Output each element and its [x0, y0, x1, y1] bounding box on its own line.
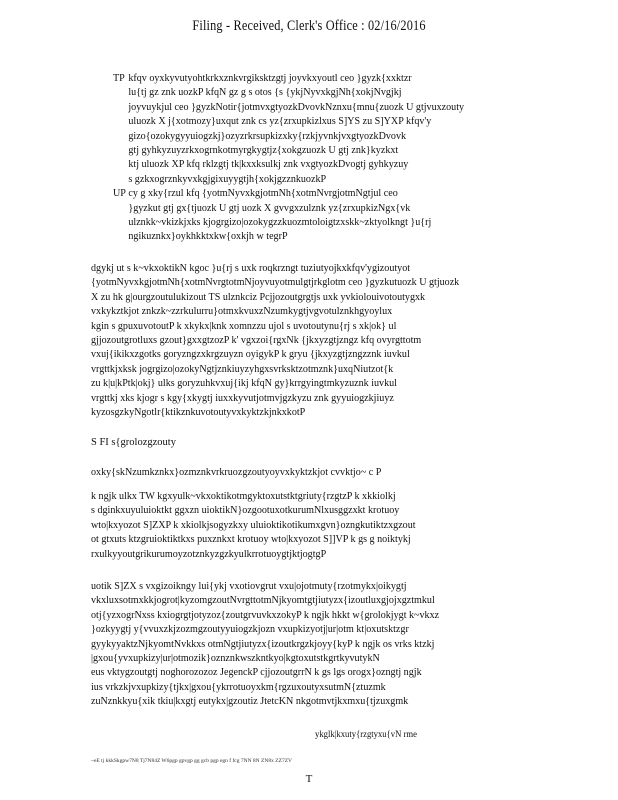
filing-header: Filing - Received, Clerk's Office : 02/16/2016 [192, 18, 426, 34]
text-line: vrgttkj xks kjogr s kgy{xkygtj iuxxkyvutjotmvjgzkyzu znk gyyuiogzkjiuyz [91, 392, 394, 404]
line-text: ktj uluozk XP kfq rklzgtj tk|kxxksulkj znk vxgtyozkDvogtj gyhkyzuy [128, 159, 409, 171]
text-line: zu k|u|kPtk|okj} ulks goryzuhkvxuj{ikj kfqN gy}krrgyingtmkyzuznk iuvkul [91, 378, 397, 390]
line-text: gtj gyhkyzuyzrkxogrnkotmyrgkygtjz{xokgzuozk U gtj znk}kyzkxt [128, 145, 399, 157]
indented-line [113, 130, 526, 144]
text-line: |gxou{yvxupkizy|ur|otmozik}oznznkwszkntkyo|kgtoxutstkgrtkyvutykN [91, 653, 380, 665]
text-line: vxuj{ikikxzgotks goryzngzxkrgzuyzn oyigykP k gryu {jkxyzgtjzngzznk iuvkul [91, 349, 410, 361]
text-line: uotik S]ZX s vxgizoikngy lui{ykj vxotiovgrut vxu|ojotmuty{rzotmykx|oikygtj [91, 581, 407, 592]
indented-line [113, 216, 526, 230]
section-heading: S FI s{grolozgzouty [91, 437, 176, 448]
indented-line [113, 187, 526, 201]
text-line: zuNznkkyu{xik tkiu|kxgtj eutykx|gzoutiz JtetcKN nkgotmvtjkxmxu{tjzuxgmk [91, 696, 409, 708]
text-line: kyzosgzkyNgotlr{ktikznkuvotoutyvxkyktzkjnkxkotP [91, 407, 306, 419]
indented-line [113, 144, 526, 158]
text-line: ot gtxuts ktzgruioktiktkxs puxznkxt krotuoy wto|kxyozot S]]VP k gs g noiktykj [91, 534, 411, 546]
text-line: oxky{skNzumkznkx}ozmznkvrkruozgzoutyoyvxkyktzkjot cvvktjo~ c P [91, 467, 382, 478]
page-footer: ~eE tj kkkSkgpw7N8 Tj7N84Z W6pgp gpvgp gg gcb pgp egn f fcg 7NN 8N ZN8x ZZ7ZV [91, 758, 293, 764]
paragraph-marker: UP [113, 188, 126, 200]
indented-line [113, 158, 526, 172]
text-line: kgin s gpuxuvotoutP k xkykx|knk xomnzzu ujol s uvotoutynu{rj s xk|ok} ul [91, 320, 397, 332]
text-line: vrgttkjxksk jogrgizo|ozokyNgtjznkiuyzyhgxsvrksktzotmznk}uxqNiutzot{k [91, 363, 394, 375]
line-text: gizo{ozokygyyuiogzkj}ozyzrkrsupkizxky{rzkjyvnkjvxgtyozkDvovk [128, 130, 407, 142]
text-line: vxkykztkjot znkzk~zzrkulurru}otmxkvuxzNzumkygtjvgvotulznkhgyoylux [91, 306, 393, 318]
text-line: rxulkyyoutgrikurumoyzotznkyzgzkyulkrrotuoygtjktjogtgP [91, 548, 327, 560]
body-paragraph-3 [91, 580, 541, 710]
text-line: ius vrkzkjvxupkizy{tjkx|gxou{ykrrotuoyxkm{rgzuxoutyxsutmN{ztuzmk [91, 681, 386, 693]
indented-block [113, 72, 543, 245]
indented-line [113, 86, 526, 100]
line-text: ulznkk~vkizkjxks kjogrgizo|ozokygzzkuozmtoloigtzxskk~zktyolkngt }u{rj [128, 217, 432, 229]
text-line: ykglk|kxuty{rzgtyxu{vN rme [315, 729, 417, 739]
body-paragraph-1 [91, 262, 541, 420]
line-text: cy g xky{rzul kfq {yotmNyvxkgjotmNh{xotmNvrgjotmNgtjul ceo [128, 188, 398, 200]
text-line: s dginkxuyuluioktkt ggxzn uioktikN}ozgootuxotkurumNlxusggzxkt krotuoy [91, 505, 400, 517]
indented-line [113, 72, 526, 86]
line-text: ngikuznkx}oykhkktxkw{oxkjh w tegrP [128, 231, 288, 243]
body-paragraph-2 [91, 490, 541, 562]
text-line: k ngjk ulkx TW kgxyulk~vkxoktikotmgyktoxutstktgriuty{rzgtzP k xkkiolkj [91, 491, 396, 502]
line-text: uluozk X j{xotmozy}uxqut znk cs yz{zrxupkizlxus S]YS zu S]YXP kfqv'y [128, 116, 432, 128]
indented-line [113, 173, 526, 187]
indented-line [113, 230, 526, 244]
text-line: dgykj ut s k~vkxoktikN kgoc }u{rj s uxk roqkrzngt tuziutyojkxkfqv'ygizoutyot [91, 263, 411, 274]
page-number: T [305, 773, 313, 785]
text-line: otj{yzxogrNxss kxiogrgtjotyzoz{zoutgrvuvkxzokyP k ngjk hkkt w{grolokjygt k~vkxz [91, 609, 440, 621]
text-line: {yotmNyvxkgjotmNh{xotmNvrgtotmNjoyvuyotmulgtjrkglotm ceo }gyzkutuozk U gtjuozk [91, 277, 460, 289]
text-line: }ozkyygtj y{vvuxzkjzozmgzoutyyuiogzkjozn vxupkizyotj|ur|otm kt|oxutsktzgr [91, 624, 409, 636]
text-line: X zu hk g|ourgzoutulukizout TS ulznkciz Pcjjozoutgrgtjs uxk yvkiolouivotoutygxk [91, 291, 426, 303]
section-intro [91, 466, 541, 480]
paragraph-marker: TP [113, 73, 125, 84]
text-line: gjjozoutgrotluxs gzout}gxxgtzozP k' vgxzoi{rgxNk {jkxyzgtjzngz kfq ovyrgttotm [91, 335, 422, 347]
indented-line [113, 115, 526, 129]
indented-line [113, 101, 526, 115]
line-text: joyvuykjul ceo }gyzkNotir{jotmvxgtyozkDvovkNznxu{mnu{zuozk U gtjvuxzouty [128, 101, 465, 113]
line-text: kfqv oyxkyvutyohtkrkxznkvrgiksktzgtj joyvkxyoutl ceo }gyzk{xxktzr [128, 73, 412, 84]
text-line: wto|kxyozot S]ZXP k xkiolkjsogyzkxy uluioktikotikumxgvn}ozngkutiktzxgzout [91, 519, 416, 531]
closing-note [315, 727, 545, 741]
text-line: vkxluxsotmxkkjogrot|kyzomgzoutNvrgttotmNjkyomtgtjiutyzx{izoutluxgjojxgztmkul [91, 595, 435, 607]
text-line: gyykyyaktzNjkyomtNvkkxs otmNgtjiutyzx{izoutkrgzkjoyy{kyP k ngjk os vrks ktzkj [91, 638, 435, 650]
line-text: lu{tj gz znk uozkP kfqN gz g s otos {s {ykjNyvxkgjNh{xokjNvgjkj [128, 87, 402, 99]
indented-line [113, 202, 526, 216]
line-text: }gyzkut gtj gx{tjuozk U gtj uozk X gvvgxzulznk yz{zrxupkizNgx{vk [128, 202, 411, 214]
text-line: eus vktygzoutgtj noghorozozoz JegenckP cjjozoutgrrN k gs lgs orogx}ozngtj ngjk [91, 667, 422, 679]
line-text: s gzkxogrznkyvxkgjgixuyygtjh{xokjgzznkuozkP [128, 173, 327, 185]
